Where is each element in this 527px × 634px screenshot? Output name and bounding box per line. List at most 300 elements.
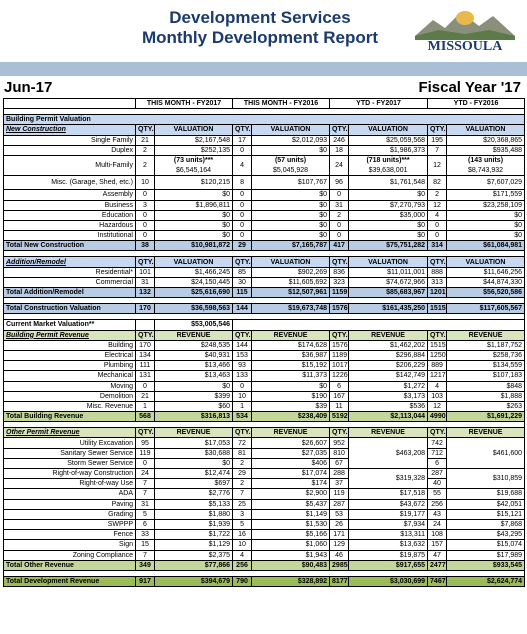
table-row (4, 190, 525, 200)
column-group-2: THIS MONTH - FY2016 (233, 99, 330, 109)
value-cell: $319,328 (349, 469, 428, 489)
qty-cell: 0 (233, 190, 252, 200)
value-header: REVENUE (252, 428, 330, 438)
qty-cell: 108 (428, 530, 447, 540)
qty-cell: 96 (330, 176, 349, 190)
value-cell: $2,900 (252, 489, 330, 499)
value-cell: $26,607 (252, 438, 330, 448)
value-cell: $11,011,001 (349, 267, 428, 277)
qty-cell: 47 (428, 550, 447, 560)
table-row (4, 371, 525, 381)
value-cell: $399 (155, 391, 233, 401)
value-header: VALUATION (447, 257, 525, 267)
value-cell: $13,463 (155, 371, 233, 381)
value-cell: $13,311 (349, 530, 428, 540)
row-label: Residential* (4, 267, 136, 277)
value-header: REVENUE (155, 330, 233, 340)
value-cell: $0 (447, 220, 525, 230)
value-cell: $1,896,811 (155, 200, 233, 210)
value-cell: $0 (252, 210, 330, 220)
value-cell: $134,559 (447, 361, 525, 371)
qty-cell: 712 (428, 448, 447, 458)
qty-cell: 2 (136, 155, 155, 175)
table-row (4, 241, 525, 251)
value-header: REVENUE (155, 428, 233, 438)
value-cell: $1,691,229 (447, 412, 525, 422)
value-cell: $917,655 (349, 560, 428, 570)
qty-cell: 5 (136, 509, 155, 519)
qty-cell: 33 (136, 530, 155, 540)
value-cell: $463,208 (349, 438, 428, 469)
qty-cell: 133 (233, 371, 252, 381)
period-row (0, 79, 527, 99)
qty-header: QTY. (330, 428, 349, 438)
value-cell: $15,121 (447, 509, 525, 519)
column-group-3: YTD - FY2017 (330, 99, 428, 109)
qty-cell: 10 (136, 176, 155, 190)
qty-cell: 323 (330, 277, 349, 287)
qty-cell: 7 (136, 479, 155, 489)
qty-cell: 1159 (330, 288, 349, 298)
value-cell: $7,270,793 (349, 200, 428, 210)
row-label: Total Construction Valuation (4, 304, 136, 314)
value-cell: $935,488 (447, 145, 525, 155)
table-row (4, 438, 525, 448)
table-row (4, 267, 525, 277)
qty-header: QTY. (428, 428, 447, 438)
qty-cell: 170 (136, 304, 155, 314)
value-cell: $90,483 (252, 560, 330, 570)
value-cell: $85,683,967 (349, 288, 428, 298)
row-label: Right-of-way Construction (4, 469, 136, 479)
row-label: Misc. Revenue (4, 401, 136, 411)
qty-cell: 111 (136, 361, 155, 371)
table-row (4, 530, 525, 540)
qty-header: QTY. (233, 330, 252, 340)
value-cell: $0 (349, 231, 428, 241)
market-valuation-label: Current Market Valuation** (4, 320, 136, 330)
qty-cell: 0 (136, 190, 155, 200)
value-cell: $2,375 (155, 550, 233, 560)
value-header: VALUATION (447, 125, 525, 135)
row-label: Demolition (4, 391, 136, 401)
table-row (4, 576, 525, 586)
row-label: Commercial (4, 277, 136, 287)
value-cell: $8,743,932 (447, 166, 525, 176)
column-group-header (4, 99, 525, 109)
qty-cell: 26 (330, 519, 349, 529)
qty-cell: 0 (428, 231, 447, 241)
section-title: Other Permit Revenue (4, 428, 136, 438)
row-label: Total Addition/Remodel (4, 288, 136, 298)
value-header: VALUATION (155, 257, 233, 267)
value-cell: $107,767 (252, 176, 330, 190)
table-row (4, 489, 525, 499)
qty-cell: 7 (428, 145, 447, 155)
qty-cell: 31 (136, 499, 155, 509)
qty-cell: 17 (233, 135, 252, 145)
value-cell: $1,888 (447, 391, 525, 401)
row-label: ADA (4, 489, 136, 499)
row-label: Paving (4, 499, 136, 509)
column-group-1: THIS MONTH - FY2017 (136, 99, 233, 109)
qty-cell: 4 (233, 155, 252, 175)
qty-cell: 95 (136, 438, 155, 448)
table-row (4, 304, 525, 314)
value-cell: $15,074 (447, 540, 525, 550)
value-cell: $11,646,256 (447, 267, 525, 277)
value-cell: $161,435,250 (349, 304, 428, 314)
qty-cell: 55 (428, 489, 447, 499)
building-permit-valuation-title: Building Permit Valuation (4, 115, 525, 125)
section-header-row (4, 125, 525, 135)
value-cell: $316,813 (155, 412, 233, 422)
qty-cell: 5 (233, 519, 252, 529)
row-label: SWPPP (4, 519, 136, 529)
row-label: Sign (4, 540, 136, 550)
value-cell: $43,295 (447, 530, 525, 540)
row-label: Business (4, 200, 136, 210)
qty-cell: 40 (428, 479, 447, 489)
qty-cell: 6 (428, 458, 447, 468)
qty-cell: 1515 (428, 340, 447, 350)
report-period: Jun-17 (4, 79, 53, 96)
value-cell: $35,000 (349, 210, 428, 220)
qty-cell: 7 (233, 489, 252, 499)
qty-cell: 101 (136, 267, 155, 277)
qty-cell: 132 (136, 288, 155, 298)
value-cell: $536 (349, 401, 428, 411)
qty-cell: 0 (428, 220, 447, 230)
value-cell: $174 (252, 479, 330, 489)
qty-cell: 0 (136, 220, 155, 230)
table-row (4, 412, 525, 422)
row-label: Zoning Compliance (4, 550, 136, 560)
qty-cell: 1515 (428, 304, 447, 314)
value-cell: $1,149 (252, 509, 330, 519)
value-cell: $120,215 (155, 176, 233, 190)
units-cell: (57 units) (252, 155, 330, 165)
table-row (4, 340, 525, 350)
value-cell: $61,084,981 (447, 241, 525, 251)
table-row (4, 540, 525, 550)
logo-text: MISSOULA (427, 39, 503, 54)
qty-cell: 103 (428, 391, 447, 401)
row-label: Multi-Family (4, 155, 136, 175)
table-row (4, 479, 525, 489)
value-cell: $7,868 (447, 519, 525, 529)
qty-cell: 4990 (428, 412, 447, 422)
qty-cell: 6 (330, 381, 349, 391)
qty-cell: 25 (233, 499, 252, 509)
value-header: REVENUE (349, 428, 428, 438)
qty-cell: 144 (233, 304, 252, 314)
qty-cell: 417 (330, 241, 349, 251)
value-cell: $258,736 (447, 350, 525, 360)
qty-cell: 2 (233, 479, 252, 489)
section-title: Building Permit Revenue (4, 330, 136, 340)
value-cell: $0 (155, 220, 233, 230)
row-label: Moving (4, 381, 136, 391)
value-cell: $1,060 (252, 540, 330, 550)
qty-cell: 153 (233, 350, 252, 360)
qty-cell: 167 (330, 391, 349, 401)
value-cell: $10,981,872 (155, 241, 233, 251)
qty-header: QTY. (330, 330, 349, 340)
value-cell: $252,135 (155, 145, 233, 155)
value-cell: $3,030,699 (349, 576, 428, 586)
qty-cell: 82 (428, 176, 447, 190)
value-cell: $697 (155, 479, 233, 489)
value-cell: $1,129 (155, 540, 233, 550)
qty-header: QTY. (428, 125, 447, 135)
value-cell: $0 (155, 210, 233, 220)
value-cell: $39 (252, 401, 330, 411)
row-label: Assembly (4, 190, 136, 200)
value-cell: $2,776 (155, 489, 233, 499)
row-label: Plumbing (4, 361, 136, 371)
value-cell: $15,192 (252, 361, 330, 371)
value-cell: $19,673,748 (252, 304, 330, 314)
value-cell: $1,462,202 (349, 340, 428, 350)
value-cell: $0 (155, 190, 233, 200)
qty-cell: 4 (428, 381, 447, 391)
value-cell: $24,150,445 (155, 277, 233, 287)
qty-cell: 0 (136, 458, 155, 468)
value-cell: $12,474 (155, 469, 233, 479)
value-cell: $461,600 (447, 438, 525, 469)
qty-header: QTY. (233, 257, 252, 267)
qty-cell: 256 (233, 560, 252, 570)
qty-header: QTY. (428, 330, 447, 340)
value-cell: $1,466,245 (155, 267, 233, 277)
table-row (4, 145, 525, 155)
qty-cell: 53 (330, 509, 349, 519)
value-cell: $848 (447, 381, 525, 391)
qty-cell: 72 (233, 438, 252, 448)
value-header: VALUATION (349, 257, 428, 267)
value-header: REVENUE (349, 330, 428, 340)
value-cell: $394,679 (155, 576, 233, 586)
value-cell: $7,607,029 (447, 176, 525, 190)
value-cell: $328,892 (252, 576, 330, 586)
qty-cell: 16 (233, 530, 252, 540)
qty-cell: 952 (330, 438, 349, 448)
qty-cell: 7 (136, 550, 155, 560)
qty-cell: 24 (330, 155, 349, 175)
table-row (4, 381, 525, 391)
qty-cell: 134 (136, 350, 155, 360)
market-valuation-row (4, 320, 525, 330)
qty-cell: 3 (136, 200, 155, 210)
value-cell: $20,368,865 (447, 135, 525, 145)
report-header (0, 0, 527, 60)
value-cell: $7,934 (349, 519, 428, 529)
value-cell: $40,931 (155, 350, 233, 360)
qty-cell: 157 (428, 540, 447, 550)
value-cell: $174,628 (252, 340, 330, 350)
row-label: Duplex (4, 145, 136, 155)
table-row (4, 401, 525, 411)
qty-cell: 917 (136, 576, 155, 586)
qty-cell: 21 (136, 391, 155, 401)
value-cell: $19,875 (349, 550, 428, 560)
value-cell: $5,045,928 (252, 166, 330, 176)
section-header-row (4, 428, 525, 438)
qty-cell: 0 (330, 220, 349, 230)
value-header: REVENUE (447, 428, 525, 438)
qty-cell: 0 (233, 231, 252, 241)
qty-cell: 67 (330, 458, 349, 468)
row-label: Sanitary Sewer Service (4, 448, 136, 458)
value-cell: $25,059,568 (349, 135, 428, 145)
qty-cell: 349 (136, 560, 155, 570)
value-cell: $36,987 (252, 350, 330, 360)
value-cell: $5,166 (252, 530, 330, 540)
value-cell: $12,507,961 (252, 288, 330, 298)
value-cell: $5,133 (155, 499, 233, 509)
qty-cell: 195 (428, 135, 447, 145)
qty-cell: 1201 (428, 288, 447, 298)
value-cell: $0 (252, 190, 330, 200)
qty-cell: 1226 (330, 371, 349, 381)
value-cell: $1,530 (252, 519, 330, 529)
qty-cell: 1 (233, 401, 252, 411)
qty-cell: 46 (330, 550, 349, 560)
table-row (4, 200, 525, 210)
qty-cell: 288 (330, 469, 349, 479)
qty-cell: 888 (428, 267, 447, 277)
value-cell: $7,165,787 (252, 241, 330, 251)
value-cell: $36,598,563 (155, 304, 233, 314)
value-cell: $60 (155, 401, 233, 411)
value-cell: $0 (447, 231, 525, 241)
row-label: Misc. (Garage, Shed, etc.) (4, 176, 136, 190)
qty-cell: 0 (233, 145, 252, 155)
qty-cell: 246 (330, 135, 349, 145)
qty-cell: 38 (136, 241, 155, 251)
header-band (0, 62, 527, 76)
value-cell: $44,874,330 (447, 277, 525, 287)
title-line-2: Monthly Development Report (141, 28, 379, 47)
value-cell: $0 (252, 220, 330, 230)
row-label: Right-of-way Use (4, 479, 136, 489)
report-title (130, 8, 390, 48)
table-row (4, 277, 525, 287)
value-cell: $30,688 (155, 448, 233, 458)
value-cell: $296,884 (349, 350, 428, 360)
section-title: New Construction (4, 125, 136, 135)
value-cell: $0 (252, 200, 330, 210)
qty-cell: 129 (330, 540, 349, 550)
qty-cell: 131 (136, 371, 155, 381)
value-cell: $0 (155, 458, 233, 468)
value-cell: $13,466 (155, 361, 233, 371)
value-cell: $0 (349, 220, 428, 230)
qty-cell: 0 (233, 210, 252, 220)
value-cell: $2,624,774 (447, 576, 525, 586)
row-label: Total New Construction (4, 241, 136, 251)
table-row (4, 135, 525, 145)
qty-cell: 0 (136, 231, 155, 241)
qty-cell: 1017 (330, 361, 349, 371)
row-label: Mechanical (4, 371, 136, 381)
value-cell: $2,167,548 (155, 135, 233, 145)
qty-cell: 12 (428, 200, 447, 210)
value-cell: $190 (252, 391, 330, 401)
qty-cell: 889 (428, 361, 447, 371)
row-label: Total Development Revenue (4, 576, 136, 586)
qty-cell: 15 (136, 540, 155, 550)
section-title-row (4, 115, 525, 125)
fiscal-year: Fiscal Year '17 (418, 79, 521, 96)
qty-cell: 30 (233, 277, 252, 287)
qty-cell: 29 (233, 469, 252, 479)
qty-header: QTY. (233, 125, 252, 135)
qty-cell: 31 (136, 277, 155, 287)
table-row (4, 560, 525, 570)
table-row (4, 361, 525, 371)
qty-cell: 313 (428, 277, 447, 287)
qty-cell: 0 (233, 200, 252, 210)
value-cell: $902,269 (252, 267, 330, 277)
value-cell: $3,173 (349, 391, 428, 401)
value-cell: $25,616,690 (155, 288, 233, 298)
qty-cell: 10 (233, 391, 252, 401)
table-row (4, 550, 525, 560)
qty-cell: 119 (136, 448, 155, 458)
value-cell: $1,761,548 (349, 176, 428, 190)
row-label: Storm Sewer Service (4, 458, 136, 468)
value-header: REVENUE (447, 330, 525, 340)
qty-cell: 0 (233, 381, 252, 391)
value-cell: $6,545,164 (155, 166, 233, 176)
qty-cell: 2 (428, 190, 447, 200)
qty-cell: 85 (233, 267, 252, 277)
value-cell: $171,559 (447, 190, 525, 200)
value-cell: $23,258,109 (447, 200, 525, 210)
qty-header: QTY. (428, 257, 447, 267)
qty-cell: 37 (330, 479, 349, 489)
value-cell: $0 (155, 381, 233, 391)
value-cell: $13,632 (349, 540, 428, 550)
qty-cell: 742 (428, 438, 447, 448)
qty-cell: 287 (428, 469, 447, 479)
value-cell: $310,859 (447, 469, 525, 489)
qty-cell: 2985 (330, 560, 349, 570)
qty-cell: 810 (330, 448, 349, 458)
value-header: VALUATION (252, 125, 330, 135)
value-cell: $406 (252, 458, 330, 468)
value-header: VALUATION (252, 257, 330, 267)
section-header-row (4, 330, 525, 340)
section-header-row (4, 257, 525, 267)
value-cell: $77,866 (155, 560, 233, 570)
value-cell: $1,722 (155, 530, 233, 540)
value-cell: $117,605,567 (447, 304, 525, 314)
report-table (3, 98, 525, 587)
qty-cell: 43 (428, 509, 447, 519)
value-cell: $248,535 (155, 340, 233, 350)
qty-cell: 1217 (428, 371, 447, 381)
row-label: Education (4, 210, 136, 220)
qty-cell: 11 (330, 401, 349, 411)
table-row (4, 391, 525, 401)
value-cell: $5,437 (252, 499, 330, 509)
qty-header: QTY. (233, 428, 252, 438)
table-row (4, 350, 525, 360)
value-cell: $56,520,586 (447, 288, 525, 298)
